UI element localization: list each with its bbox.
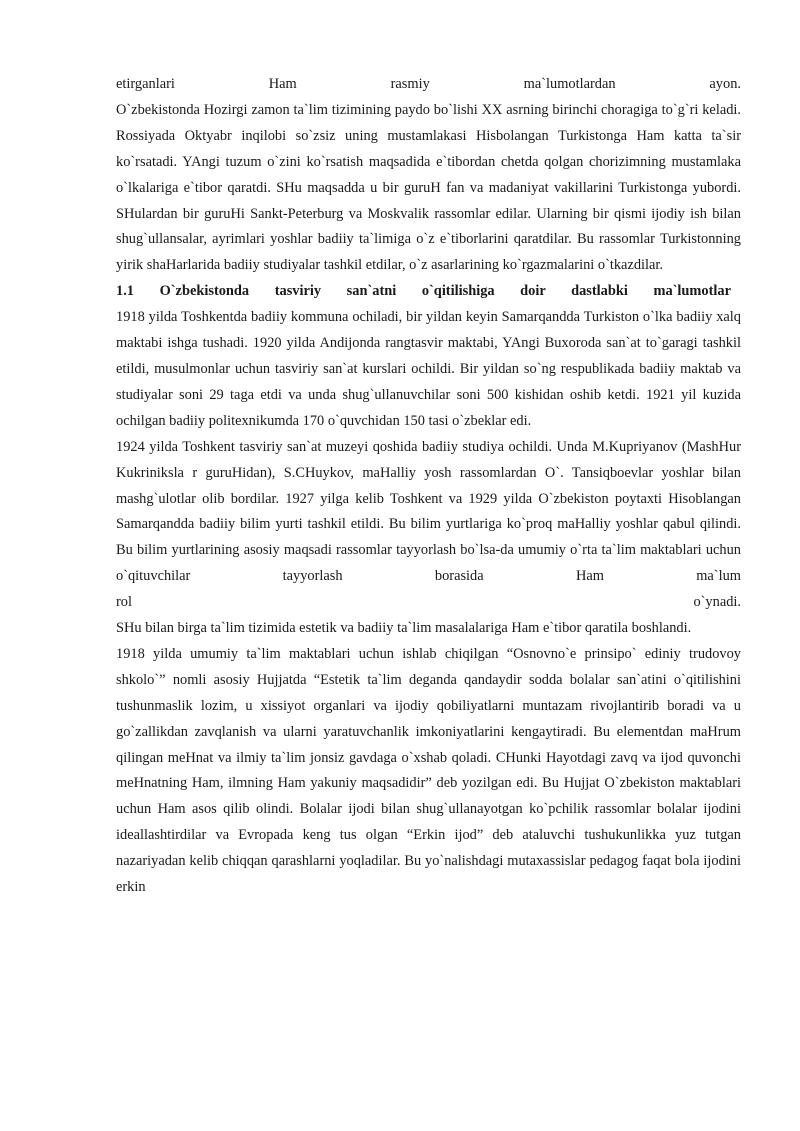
paragraph-1924-studio: 1924 yilda Toshkent tasviriy san`at muzeyi qoshida badiiy studiya ochildi. Unda M.Kupriyanov (MashHur Kukriniksla r guruHidan), S.CHuykov, maHalliy yosh rassomlardan O`. Tansiqboevlar yoshlar bilan mashg`ulotlar olib bordilar. 1927 yilga kelib Toshkent va 1929 yilda O`zbekiston poytaxti Hisoblangan Samarqandda badiiy bilim yurti tashkil etildi. Bu bilim yurtlariga ko`proq maHalliy yoshlar qabul qilindi. Bu bilim yurtlarining asosiy maqsadi rassomlar tayyorlash bo`lsa-da umumiy o`rta ta`lim maktablari uchun o`qituvchilar tayyorlash borasida Ham ma`lum: [116, 438, 741, 585]
section-heading: 1.1 O`zbekistonda tasviriy san`atni o`qitilishiga doir dastlabki ma`lumotlar: [116, 283, 731, 300]
paragraph-intro: O`zbekistonda Hozirgi zamon ta`lim tizimining paydo bo`lishi XX asrning birinchi choragiga to`g`ri keladi. Rossiyada Oktyabr inqilobi so`zsiz uning mustamlakasi Hisbolangan Turkistonga Ham katta ta`sir ko`rsatadi. YAngi tuzum o`zini ko`rsatish maqsadida e`tibordan chetda qolgan chorizimning mustamlaka o`lkalariga e`tibor qaratdi. SHu maqsadda u bir guruH fan va madaniyat vakillarini Turkistonga yubordi. SHulardan bir guruHi Sankt-Peterburg va Moskvalik rassomlar edilar. Ularning bir qismi ijodiy ish bilan shug`ullansalar, ayrimlari yoshlar badiiy ta`limiga o`z e`tiborlarini qaratdilar. Bu rassomlar Turkistonning yirik shaHarlarida badiiy studiyalar tashkil etdilar, o`z asarlarining ko`rgazmalarini o`tkazdilar.: [116, 101, 741, 274]
document-page: [116, 72, 741, 901]
paragraph-1924-studio-end: rol o`ynadi.: [116, 594, 741, 611]
paragraph-continuation: etirganlari Ham rasmiy ma`lumotlardan ayon.: [116, 76, 741, 92]
paragraph-aesthetic-education: SHu bilan birga ta`lim tizimida estetik va badiiy ta`lim masalalariga Ham e`tibor qaratila boshlandi.: [116, 620, 692, 637]
paragraph-1918-schools: 1918 yilda Toshkentda badiiy kommuna ochiladi, bir yildan keyin Samarqandda Turkiston o`lka badiiy xalq maktabi ishga tushadi. 1920 yilda Andijonda rangtasvir maktabi, YAngi Buxoroda san`at to`garagi tashkil etildi, musulmonlar uchun tasviriy san`at kurslari ochildi. Bir yildan so`ng respublikada badiiy maktab va studiyalar soni 29 taga etdi va unda shug`ullanuvchilar soni 500 kishidan oshib ketdi. 1921 yil kuzida ochilgan badiiy politexnikumda 170 o`quvchidan 150 tasi o`zbeklar edi.: [116, 309, 741, 429]
paragraph-1918-document: 1918 yilda umumiy ta`lim maktablari uchun ishlab chiqilgan “Osnovno`e prinsipo` ediniy trudovoy shkolo`” nomli asosiy Hujjatda “Estetik ta`lim deganda qandaydir sodda bolalar san`atini o`qitilishini tushunmaslik lozim, u xissiyot organlari va ijodiy qobiliyatlarni muntazam rivojlantirib boradi va u go`zallikdan zavqlanish va ularni yaratuvchanlik imkoniyatlarini kengaytiradi. Bu elementdan maHrum qilingan meHnat va ilmiy ta`lim jonsiz gavdaga o`xshab qoladi. CHunki Hayotdagi zavq va ijod quvonchi meHnatning Ham, ilmning Ham yakuniy maqsadidir” deb yozilgan edi. Bu Hujjat O`zbekiston maktablari uchun Ham asos qilib olindi. Bolalar ijodi bilan shug`ullanayotgan ko`pchilik rassomlar bolalar ijodini ideallashtirdilar va Evropada keng tus olgan “Erkin ijod” deb ataluvchi tushukunlikka yuz tutgan nazariyadan kelib chiqqan qarashlarni yoqladilar. Bu yo`nalishdagi mutaxassislar pedagog faqat bola ijodini erkin: [116, 645, 741, 896]
